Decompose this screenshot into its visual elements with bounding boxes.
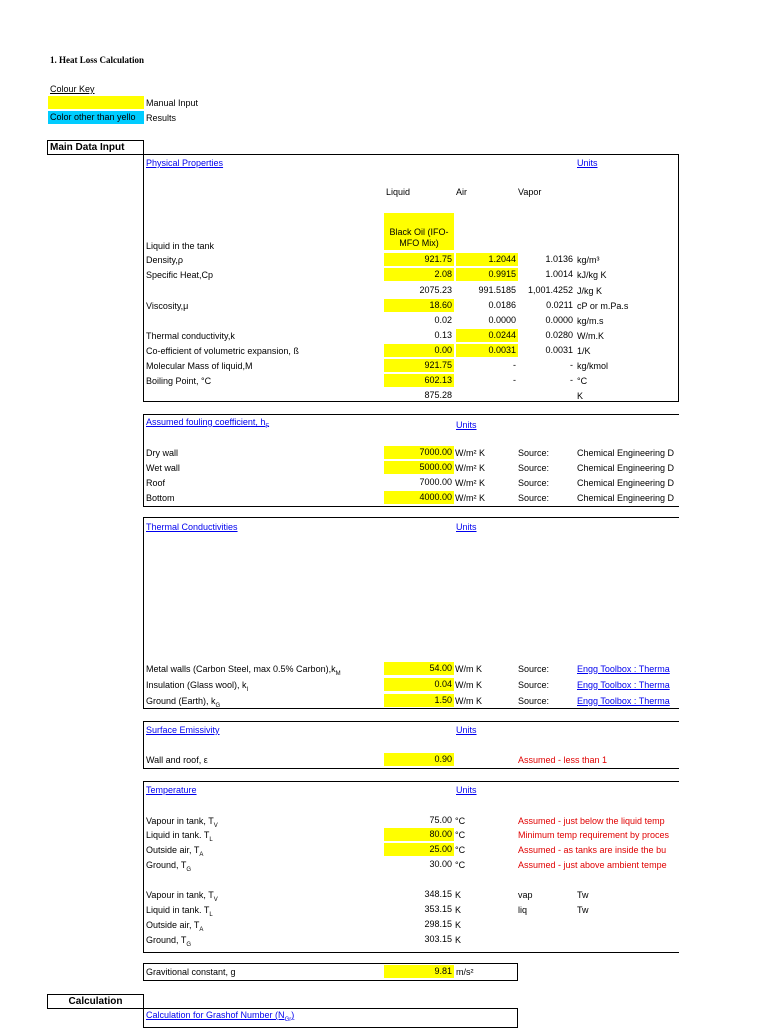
physical-row-vapor: 0.0031	[545, 345, 573, 355]
physical-properties-header[interactable]: Physical Properties	[146, 158, 224, 168]
gravity-unit: m/s²	[456, 967, 474, 977]
physical-row-label: Specific Heat,Cp	[146, 270, 214, 280]
fouling-row-value[interactable]: 7000.00	[384, 446, 454, 459]
physical-row-vapor: 1.0014	[545, 269, 573, 279]
physical-row-label: Co-efficient of volumetric expansion, ß	[146, 346, 299, 356]
temp-c-row-value[interactable]: 25.00	[384, 843, 454, 856]
physical-row-label: Molecular Mass of liquid,M	[146, 361, 253, 371]
fouling-row-source: Chemical Engineering D	[577, 463, 675, 473]
temp-c-row-unit: °C	[455, 860, 466, 870]
temp-k-row-unit: K	[455, 890, 462, 900]
physical-row-liquid[interactable]: 0.00	[384, 344, 454, 357]
physical-row-label: Boiling Point, °C	[146, 376, 212, 386]
col-liquid: Liquid	[386, 187, 411, 197]
temp-k-row-label-sub: V	[213, 896, 218, 903]
temp-k-row-value: 348.15	[424, 889, 452, 899]
emissivity-label: Wall and roof, ε	[146, 755, 208, 765]
temp-k-row-value: 303.15	[424, 934, 452, 944]
physical-row-vapor	[518, 389, 575, 402]
fouling-row-value[interactable]: 5000.00	[384, 461, 454, 474]
temp-k-row-tag: liq	[518, 905, 528, 915]
physical-row-vapor: 1,001.4252	[527, 285, 573, 295]
fouling-row-unit: W/m² K	[455, 463, 485, 473]
temp-k-row-label-sub: A	[199, 926, 204, 933]
temp-c-row-value: 30.00	[429, 859, 452, 869]
temp-c-row-note: Assumed - as tanks are inside the bu	[518, 845, 667, 855]
temp-c-row-note: Assumed - just below the liquid temp	[518, 816, 665, 826]
physical-row-liquid[interactable]: 921.75	[384, 359, 454, 372]
physical-row-vapor: -	[570, 375, 573, 385]
physical-row-air: -	[513, 375, 516, 385]
grashof-header-sub: Gr	[284, 1016, 292, 1023]
thermal-row-value[interactable]: 54.00	[384, 662, 454, 675]
physical-row-unit: kg/m³	[577, 255, 600, 265]
physical-row-air: 0.0186	[488, 300, 516, 310]
manual-input-label: Manual Input	[146, 98, 199, 108]
physical-row-vapor: 1.0136	[545, 254, 573, 264]
temp-c-row-label	[146, 816, 218, 827]
fouling-row-value: 7000.00	[419, 477, 452, 487]
temp-k-row-tag2: Tw	[577, 905, 589, 915]
thermal-row-unit: W/m K	[455, 696, 482, 706]
thermal-row-source-label: Source:	[518, 696, 550, 706]
temp-k-row-label-sub: G	[186, 941, 192, 948]
temp-k-row-value: 353.15	[424, 904, 452, 914]
emissivity-note: Assumed - less than 1	[518, 755, 608, 765]
results-swatch: Color other than yello	[48, 111, 144, 124]
thermal-row-source-label: Source:	[518, 680, 550, 690]
thermal-row-label-text: Metal walls (Carbon Steel, max 0.5% Carbon),k	[146, 664, 336, 674]
thermal-row-label-text: Insulation (Glass wool), k	[146, 680, 247, 690]
liquid-name-cell[interactable]: Black Oil (IFO-MFO Mix)	[384, 213, 454, 250]
physical-row-air[interactable]: 0.9915	[456, 268, 518, 281]
physical-row-vapor: 0.0211	[546, 300, 573, 310]
physical-row-liquid	[384, 239, 454, 252]
physical-row-unit: 1/K	[577, 346, 591, 356]
fouling-header-text: Assumed fouling coefficient, h	[146, 417, 266, 427]
physical-row-unit: kg/kmol	[577, 361, 609, 371]
temp-c-row-unit: °C	[455, 830, 466, 840]
col-vapor: Vapor	[518, 187, 542, 197]
thermal-row-value[interactable]: 1.50	[384, 694, 454, 707]
temperature-units-header[interactable]: Units	[456, 785, 477, 795]
fouling-row-source: Chemical Engineering D	[577, 448, 675, 458]
temp-c-row-label-sub: V	[213, 822, 218, 829]
grashof-header-text: Calculation for Grashof Number (N	[146, 1010, 285, 1020]
physical-row-air[interactable]: 0.0031	[456, 344, 518, 357]
thermal-row-label-sub: M	[335, 670, 341, 677]
temp-k-row-unit: K	[455, 920, 462, 930]
grashof-header[interactable]	[146, 1010, 294, 1021]
temp-k-row-label-text: Ground, T	[146, 935, 187, 945]
physical-row-liquid: 875.28	[424, 390, 452, 400]
temp-k-row-label-text: Liquid in tank. T	[146, 905, 210, 915]
physical-row-liquid: 2075.23	[419, 285, 452, 295]
physical-row-liquid[interactable]: 2.08	[384, 268, 454, 281]
temp-c-row-label-text: Liquid in tank. T	[146, 830, 210, 840]
physical-row-air[interactable]: 1.2044	[456, 253, 518, 266]
temp-c-row-unit: °C	[455, 816, 466, 826]
temp-k-row-label-sub: L	[209, 911, 213, 918]
fouling-row-value[interactable]: 4000.00	[384, 491, 454, 504]
physical-row-air: 0.0000	[488, 315, 516, 325]
physical-row-liquid: 0.02	[434, 315, 452, 325]
physical-row-air: -	[513, 360, 516, 370]
physical-row-air	[456, 389, 518, 402]
temperature-header[interactable]: Temperature	[146, 785, 197, 795]
thermal-units-header[interactable]: Units	[456, 522, 477, 532]
temp-k-row-label-text: Vapour in tank, T	[146, 890, 214, 900]
physical-units-header[interactable]: Units	[577, 158, 598, 168]
temp-k-row-tag: vap	[518, 890, 533, 900]
thermal-row-source-link[interactable]: Engg Toolbox : Therma	[577, 680, 670, 690]
physical-row-vapor: 0.0000	[545, 315, 573, 325]
emissivity-units-header[interactable]: Units	[456, 725, 477, 735]
fouling-row-source-label: Source:	[518, 463, 550, 473]
temp-c-row-note: Assumed - just above ambient tempe	[518, 860, 667, 870]
fouling-row-source-label: Source:	[518, 448, 550, 458]
temp-c-row-label-text: Outside air, T	[146, 845, 200, 855]
temp-c-row-value[interactable]: 80.00	[384, 828, 454, 841]
thermal-row-source-label: Source:	[518, 664, 550, 674]
thermal-row-label-sub: G	[215, 702, 221, 709]
col-air: Air	[456, 187, 467, 197]
physical-row-label: Thermal conductivity,k	[146, 331, 235, 341]
temp-c-row-value: 75.00	[429, 815, 452, 825]
physical-row-unit: J/kg K	[577, 286, 603, 296]
temp-c-row-label-text: Vapour in tank, T	[146, 816, 214, 826]
fouling-row-source-label: Source:	[518, 493, 550, 503]
physical-row-air	[456, 239, 518, 252]
temp-c-row-label-text: Ground, T	[146, 860, 187, 870]
fouling-row-unit: W/m² K	[455, 478, 485, 488]
results-label: Results	[146, 113, 177, 123]
physical-row-liquid[interactable]: 602.13	[384, 374, 454, 387]
thermal-row-label-text: Ground (Earth), k	[146, 696, 216, 706]
fouling-header[interactable]	[146, 417, 269, 428]
physical-row-unit: cP or m.Pa.s	[577, 301, 629, 311]
temp-k-row-label-text: Outside air, T	[146, 920, 200, 930]
gravity-label: Gravitional constant, g	[146, 967, 236, 977]
temp-c-row-label	[146, 830, 213, 841]
physical-row-label: Liquid in the tank	[146, 241, 215, 251]
thermal-row-label	[146, 680, 248, 691]
temp-c-row-label-sub: G	[186, 866, 192, 873]
thermal-row-source-link[interactable]: Engg Toolbox : Therma	[577, 696, 670, 706]
fouling-row-unit: W/m² K	[455, 493, 485, 503]
physical-row-vapor	[518, 239, 575, 252]
calculation-header: Calculation	[47, 994, 144, 1009]
fouling-row-source: Chemical Engineering D	[577, 478, 675, 488]
physical-row-unit: kJ/kg K	[577, 270, 607, 280]
thermal-row-label	[146, 696, 220, 707]
fouling-row-label: Bottom	[146, 493, 175, 503]
temp-k-row-tag2: Tw	[577, 890, 589, 900]
fouling-row-source: Chemical Engineering D	[577, 493, 675, 503]
temp-k-row-label	[146, 890, 218, 901]
manual-input-swatch	[48, 96, 144, 109]
physical-row-liquid[interactable]: 921.75	[384, 253, 454, 266]
temp-k-row-label	[146, 920, 203, 931]
fouling-header-sub: F	[265, 423, 270, 430]
thermal-row-label-sub: I	[246, 686, 249, 693]
fouling-row-label: Roof	[146, 478, 166, 488]
gravity-value[interactable]: 9.81	[384, 965, 454, 978]
thermal-row-label	[146, 664, 341, 675]
emissivity-value[interactable]: 0.90	[384, 753, 454, 766]
physical-row-unit: °C	[577, 376, 588, 386]
physical-row-vapor: 0.0280	[545, 330, 573, 340]
physical-row-unit: W/m.K	[577, 331, 604, 341]
colour-key-title: Colour Key	[50, 84, 95, 94]
main-data-input-header: Main Data Input	[47, 140, 144, 155]
temp-c-row-unit: °C	[455, 845, 466, 855]
physical-row-label: Density,ρ	[146, 255, 183, 265]
fouling-row-unit: W/m² K	[455, 448, 485, 458]
thermal-row-value[interactable]: 0.04	[384, 678, 454, 691]
physical-row-air[interactable]: 0.0244	[456, 329, 518, 342]
temp-k-row-value: 298.15	[424, 919, 452, 929]
physical-row-label: Viscosity,μ	[146, 301, 189, 311]
thermal-row-source-link[interactable]: Engg Toolbox : Therma	[577, 664, 670, 674]
temp-k-row-label	[146, 905, 213, 916]
fouling-row-label: Dry wall	[146, 448, 179, 458]
physical-row-air: 991.5185	[478, 285, 516, 295]
temp-c-row-note: Minimum temp requirement by proces	[518, 830, 670, 840]
temp-c-row-label-sub: A	[199, 851, 204, 858]
physical-row-unit: K	[577, 391, 584, 401]
thermal-header[interactable]: Thermal Conductivities	[146, 522, 238, 532]
fouling-units-header[interactable]: Units	[456, 420, 477, 430]
fouling-row-source-label: Source:	[518, 478, 550, 488]
fouling-row-label: Wet wall	[146, 463, 180, 473]
temp-c-row-label	[146, 860, 191, 871]
temp-k-row-label	[146, 935, 191, 946]
physical-row-liquid[interactable]: 18.60	[384, 299, 454, 312]
temp-k-row-unit: K	[455, 905, 462, 915]
sheet-title: 1. Heat Loss Calculation	[50, 55, 145, 65]
physical-row-vapor: -	[570, 360, 573, 370]
thermal-row-unit: W/m K	[455, 680, 482, 690]
temp-c-row-label	[146, 845, 203, 856]
emissivity-header[interactable]: Surface Emissivity	[146, 725, 220, 735]
temp-c-row-label-sub: L	[209, 836, 213, 843]
physical-row-liquid: 0.13	[434, 330, 452, 340]
physical-row-unit: kg/m.s	[577, 316, 604, 326]
temp-k-row-unit: K	[455, 935, 462, 945]
thermal-row-unit: W/m K	[455, 664, 482, 674]
grashof-header-close: )	[291, 1010, 295, 1020]
